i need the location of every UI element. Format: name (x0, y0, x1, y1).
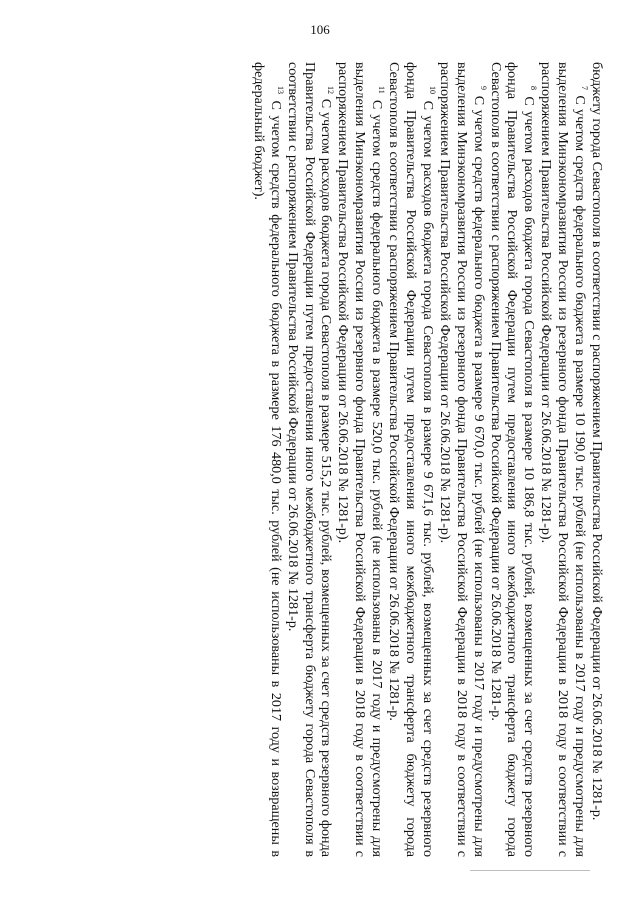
footnote-number: 9 (478, 86, 488, 90)
footnote-text: С учетом средств федерального бюджета в размере 9 670,0 тыс. рублей (не использованы в 2017 году и предусмотрены для выделения Минэкономразвития России из резервного фонда Правительства Российской Федерации в 2018 году в соответствии с распоряжением Правительства Российской Федерации от 26.06.2018 № 1281-р). (436, 62, 487, 857)
footnote-number: 12 (326, 86, 336, 94)
footnote-9 (436, 62, 487, 857)
footnote-number: 13 (275, 86, 285, 94)
footnote-13 (250, 62, 284, 857)
footnote-text: С учетом расходов бюджета города Севастополя в размере 10 186,8 тыс. рублей, возмещенных за счет средств резервного фонда Правительства Российской Федерации путем предоставления иного межбюджетного трансферта бюджету города Севастополя в соответствии с распоряжением Правительства Российской Федерации от 26.06.2018 № 1281-р. (487, 62, 538, 857)
footnote-number: 7 (580, 86, 590, 90)
footnote-number: 10 (427, 86, 437, 94)
footnote-number: 8 (529, 86, 539, 90)
footnote-text: С учетом средств федерального бюджета в размере 10 190,0 тыс. рублей (не использованы в 2017 году и предусмотрены для выделения Минэкономразвития России из резервного фонда Правительства Российской Федерации в 2018 году в соответствии с распоряжением Правительства Российской Федерации от 26.06.2018 № 1281-р). (538, 62, 589, 857)
bottom-rule (470, 870, 590, 871)
rotated-page-content (90, 62, 605, 857)
footnote-7 (537, 62, 588, 857)
footnote-12 (284, 62, 335, 857)
footnote-text: С учетом расходов бюджета города Севастополя в размере 9 671,6 тыс. рублей, возмещенных за счет средств резервного фонда Правительства Российской Федерации путем предоставления иного межбюджетного трансферта бюджету города Севастополя в соответствии с распоряжением Правительства Российской Федерации от 26.06.2018 № 1281-р. (386, 62, 436, 857)
footnote-11 (335, 62, 386, 857)
footnote-continuation: бюджету города Севастополя в соответствии с распоряжением Правительства Российской Федерации от 26.06.2018 № 1281-р. (589, 62, 605, 821)
footnote-text: С учетом средств федерального бюджета в размере 176 480,0 тыс. рублей (не использованы в 2017 году и возвращены в федеральный бюджет). (250, 62, 284, 857)
footnote-8 (487, 62, 538, 857)
footnote-number: 11 (377, 86, 387, 94)
footnote-text: С учетом средств федерального бюджета в размере 520,0 тыс. рублей (не использованы в 2017 году и предусмотрены для выделения Минэкономразвития России из резервного фонда Правительства Российской Федерации в 2018 году в соответствии с распоряжением Правительства Российской Федерации от 26.06.2018 № 1281-р). (335, 62, 386, 857)
page-number: 106 (310, 22, 330, 37)
footnote-10 (385, 62, 436, 857)
footnote-text: С учетом расходов бюджета города Севастополя в размере 515,2 тыс. рублей, возмещенных за счет средств резервного фонда Правительства Российской Федерации путем предоставления иного межбюджетного трансферта бюджету города Севастополя в соответствии с распоряжением Правительства Российской Федерации от 26.06.2018 № 1281-р. (284, 62, 335, 857)
footnotes-block (250, 62, 605, 857)
